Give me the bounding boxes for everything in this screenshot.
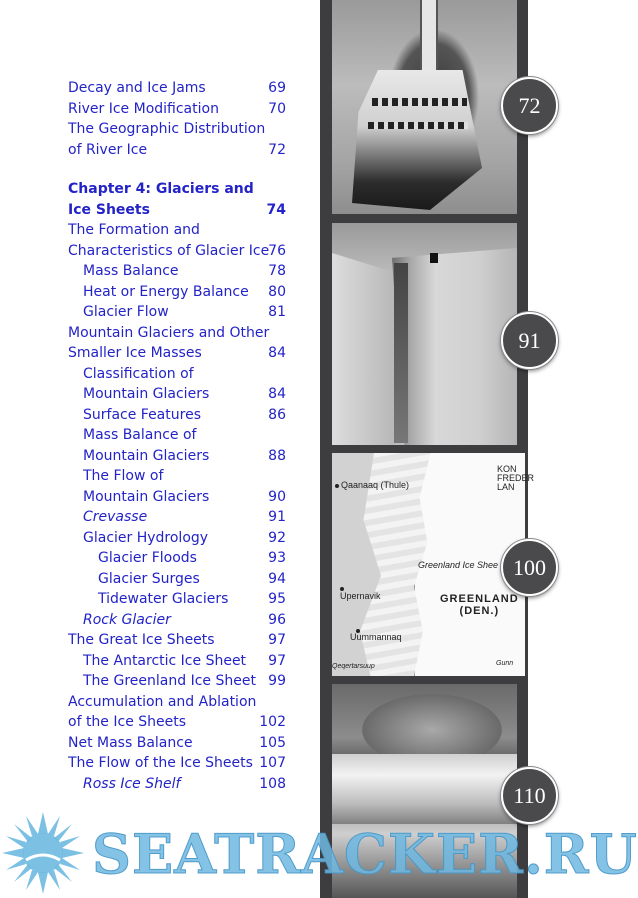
toc-entry[interactable] [68,302,286,323]
toc-page-number: 108 [259,775,286,792]
toc-entry-title: Heat or Energy Balance [83,283,249,300]
toc-entry-title: Mass Balance [83,263,179,279]
toc-page-number: 69 [268,80,286,96]
toc-entry-title: Glacier Floods [98,550,197,566]
toc-entry[interactable] [68,589,286,610]
toc-page-number: 95 [268,591,286,607]
toc-entry-title: River Ice Modification [68,100,219,117]
toc-page-number: 84 [268,345,286,361]
toc-page-number: 102 [259,714,286,730]
toc-page-number: 91 [268,509,286,525]
page-badge-91[interactable]: 91 [501,312,558,369]
toc-entry-title: Tidewater Glaciers [98,591,229,607]
toc-entry[interactable] [68,425,286,466]
toc-chapter-heading[interactable] [68,179,286,220]
toc-entry-title: Ross Ice Shelf [83,775,181,792]
toc-entry-title: Crevasse [83,509,148,525]
toc-page-number: 80 [268,283,286,300]
watermark [0,810,638,898]
toc-entry-title: Glacier Surges [98,570,200,587]
sun-logo-icon [2,812,84,894]
toc-entry[interactable] [68,405,286,426]
toc-entry[interactable] [68,528,286,549]
toc-page-number: 97 [268,632,286,648]
map-label-ice-sheet: Greenland Ice Shee [418,560,499,570]
toc-entry-title: Classification of Mountain Glaciers [83,365,210,402]
crevasse-photo [332,223,517,445]
map-label-gunn: Gunn [496,660,514,667]
toc-entry-title: Net Mass Balance [68,734,193,751]
toc-entry[interactable] [68,466,286,507]
toc-entry[interactable] [68,692,286,733]
toc-page-number: 96 [268,611,286,628]
toc-page-number: 90 [268,488,286,505]
toc-entry[interactable] [68,733,286,754]
toc-page-number: 105 [259,734,286,751]
toc-page-number: 99 [268,673,286,689]
toc-entry[interactable] [68,774,286,795]
toc-page-number: 74 [266,201,286,218]
toc-entry[interactable] [68,78,286,99]
toc-entry[interactable] [68,261,286,282]
toc-entry-title: Rock Glacier [83,611,171,628]
toc-entry-title: The Formation and Characteristics of Glacier Ice [68,222,270,259]
toc-entry-title: The Flow of Mountain Glaciers [83,468,210,505]
page-badge-100[interactable]: 100 [501,539,558,596]
toc-page-number: 84 [268,386,286,402]
toc-page-number: 97 [268,652,286,669]
icebreaker-photo [332,0,517,214]
toc-entry-title: The Antarctic Ice Sheet [83,652,247,669]
toc-entry[interactable] [68,99,286,120]
toc-page-number: 72 [268,141,286,158]
toc-entry[interactable] [68,569,286,590]
table-of-contents [68,78,286,794]
toc-page-number: 93 [268,550,286,566]
toc-page-number: 78 [268,263,286,279]
toc-entry[interactable] [68,630,286,651]
toc-page-number: 86 [268,406,286,423]
toc-page-number: 81 [268,304,286,320]
toc-entry[interactable] [68,671,286,692]
page-badge-110[interactable]: 110 [501,767,558,824]
map-label-greenland: GREENLAND (DEN.) [440,593,519,617]
toc-page-number: 88 [268,447,286,464]
toc-entry[interactable] [68,507,286,528]
map-label-qeqertarsuup: Qeqertarsuup [332,663,375,670]
toc-page-number: 94 [268,570,286,587]
toc-entry-title: Accumulation and Ablation of the Ice Sheets [68,693,257,730]
toc-entry-title: The Flow of the Ice Sheets [68,755,253,771]
toc-entry-title: Glacier Hydrology [83,529,209,546]
toc-entry[interactable] [68,323,286,364]
toc-entry-title: Surface Features [83,406,201,423]
toc-entry-title: Mountain Glaciers and Other Smaller Ice Masses [68,324,270,361]
toc-entry-title: The Geographic Distribution of River Ice [68,121,266,158]
toc-entry-title: Decay and Ice Jams [68,80,206,96]
map-label-uummannaq: Uummannaq [350,632,402,642]
toc-page-number: 107 [259,755,286,771]
toc-entry[interactable] [68,548,286,569]
toc-entry-title: Mass Balance of Mountain Glaciers [83,427,210,464]
toc-entry-title: The Greenland Ice Sheet [83,673,256,689]
map-label-kong: KON FREDER LAN [497,464,535,492]
map-label-upernavik: Upernavik [340,591,381,601]
toc-entry[interactable] [68,753,286,774]
toc-page-number: 92 [268,529,286,546]
page-badge-72[interactable]: 72 [501,77,558,134]
toc-entry[interactable] [68,364,286,405]
toc-page-number: 70 [268,100,286,117]
toc-entry-title: The Great Ice Sheets [68,632,215,648]
toc-entry-title: Glacier Flow [83,304,169,320]
toc-entry[interactable] [68,282,286,303]
watermark-text: SEATRACKER.RU [92,822,638,886]
toc-entry[interactable] [68,119,286,160]
toc-page-number: 76 [268,242,286,259]
toc-entry[interactable] [68,220,286,261]
toc-entry[interactable] [68,610,286,631]
toc-entry[interactable] [68,651,286,672]
toc-entry-title: Chapter 4: Glaciers and Ice Sheets [68,181,254,218]
map-label-qaanaaq: Qaanaaq (Thule) [341,480,410,490]
